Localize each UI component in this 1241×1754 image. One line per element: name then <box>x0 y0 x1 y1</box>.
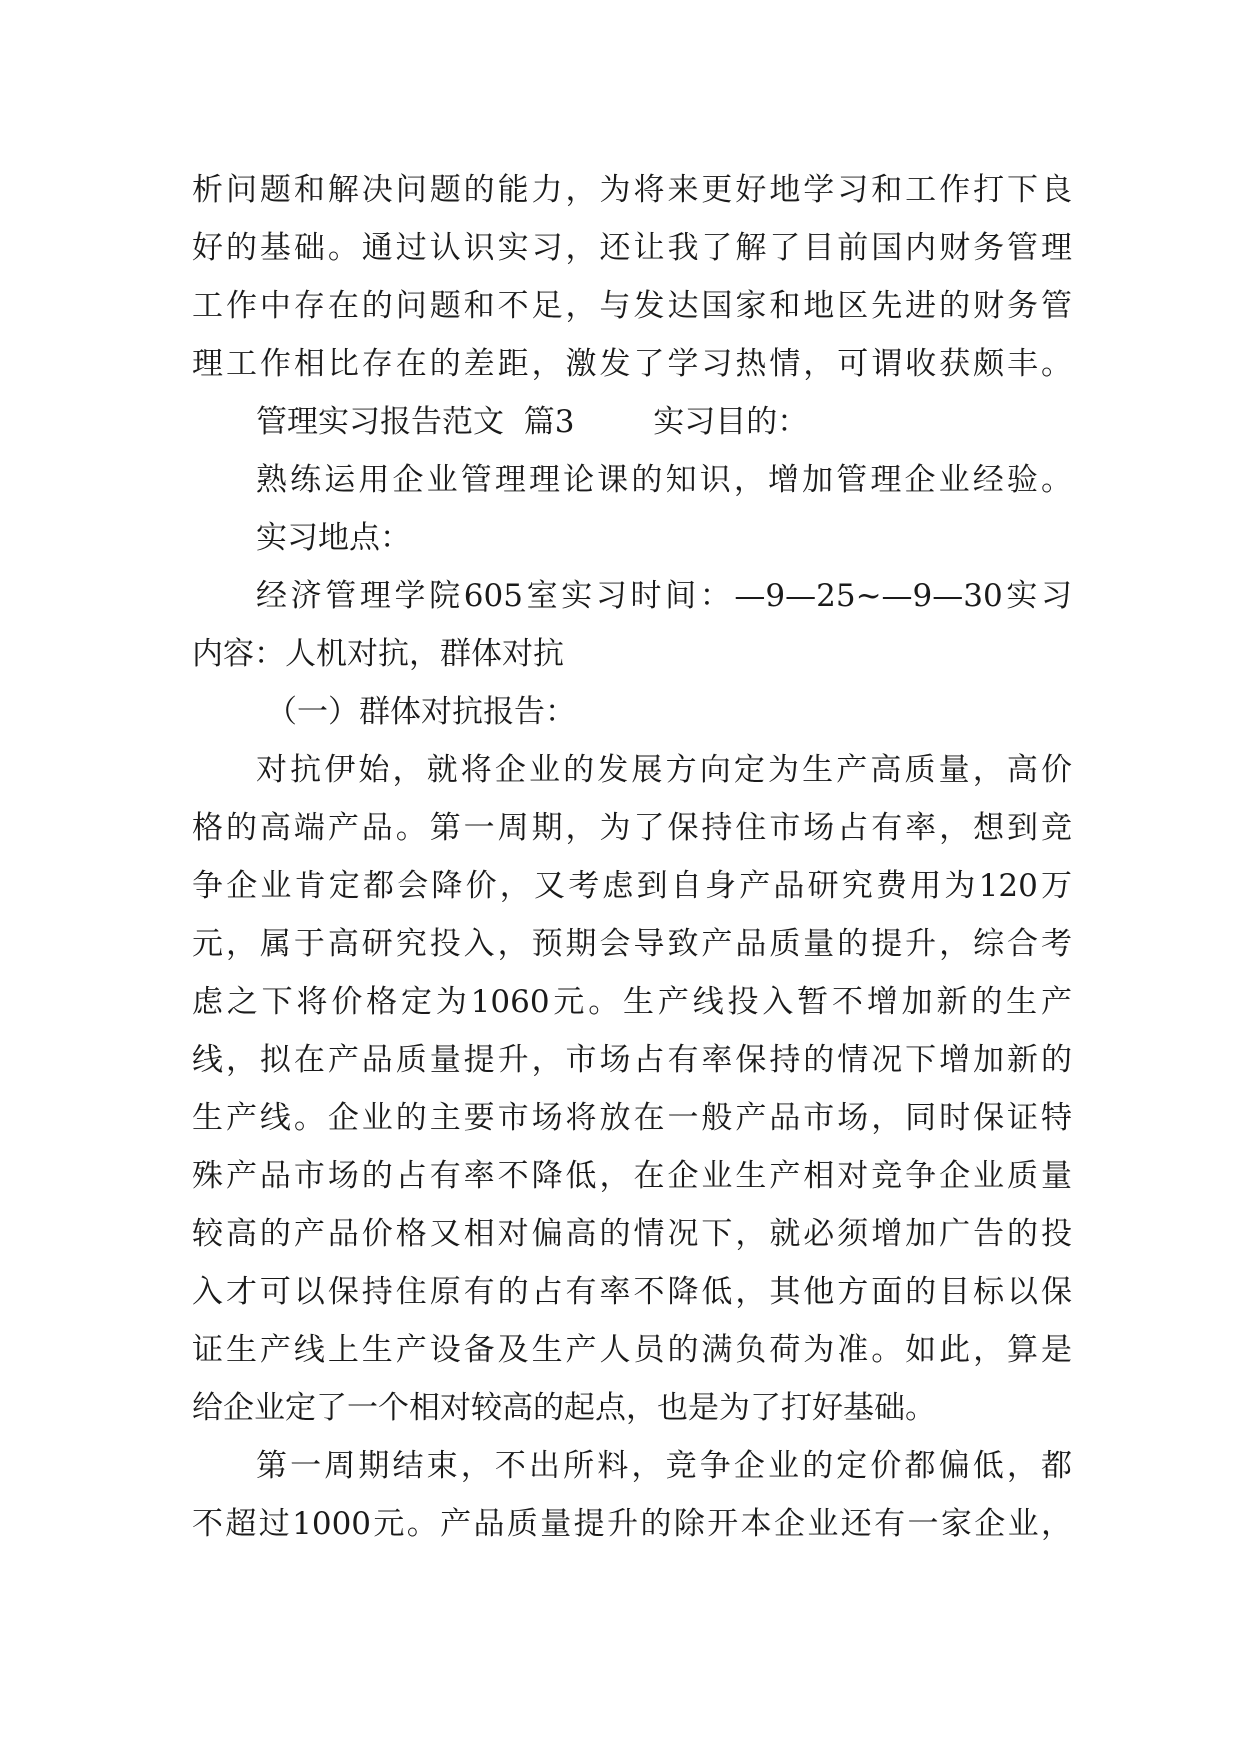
text-line: 入才可以保持住原有的占有率不降低，其他方面的目标以保 <box>192 1274 1072 1310</box>
text-line: 元，属于高研究投入，预期会导致产品质量的提升，综合考 <box>192 926 1072 962</box>
text-line: 实习地点： <box>256 520 411 556</box>
text-line: 较高的产品价格又相对偏高的情况下，就必须增加广告的投 <box>192 1216 1072 1252</box>
text-line: 理工作相比存在的差距，激发了学习热情，可谓收获颇丰。 <box>192 346 1072 382</box>
subsection-heading: （一）群体对抗报告： <box>266 694 576 730</box>
text-line: 证生产线上生产设备及生产人员的满负荷为准。如此，算是 <box>192 1332 1072 1368</box>
text-line: 线，拟在产品质量提升，市场占有率保持的情况下增加新的 <box>192 1042 1072 1078</box>
text-line: 虑之下将价格定为1060元。生产线投入暂不增加新的生产 <box>192 984 1072 1020</box>
text-line: 对抗伊始，就将企业的发展方向定为生产高质量，高价 <box>256 752 1072 788</box>
text-line: 殊产品市场的占有率不降低，在企业生产相对竞争企业质量 <box>192 1158 1072 1194</box>
text-line: 第一周期结束，不出所料，竞争企业的定价都偏低，都 <box>256 1448 1072 1484</box>
text-line: 给企业定了一个相对较高的起点，也是为了打好基础。 <box>192 1390 936 1426</box>
text-line: 工作中存在的问题和不足，与发达国家和地区先进的财务管 <box>192 288 1072 324</box>
text-line: 内容：人机对抗，群体对抗 <box>192 636 564 672</box>
text-line: 格的高端产品。第一周期，为了保持住市场占有率，想到竞 <box>192 810 1072 846</box>
text-line: 生产线。企业的主要市场将放在一般产品市场，同时保证特 <box>192 1100 1072 1136</box>
text-line: 好的基础。通过认识实习，还让我了解了目前国内财务管理 <box>192 230 1072 266</box>
text-line: 不超过1000元。产品质量提升的除开本企业还有一家企业， <box>192 1506 1072 1542</box>
text-line: 经济管理学院605室实习时间：—9—25~—9—30实习 <box>256 578 1072 614</box>
text-line: 争企业肯定都会降价，又考虑到自身产品研究费用为120万 <box>192 868 1072 904</box>
section-heading: 管理实习报告范文 篇3 实习目的： <box>256 404 809 440</box>
text-line: 熟练运用企业管理理论课的知识，增加管理企业经验。 <box>256 462 1072 498</box>
text-line: 析问题和解决问题的能力，为将来更好地学习和工作打下良 <box>192 172 1072 208</box>
